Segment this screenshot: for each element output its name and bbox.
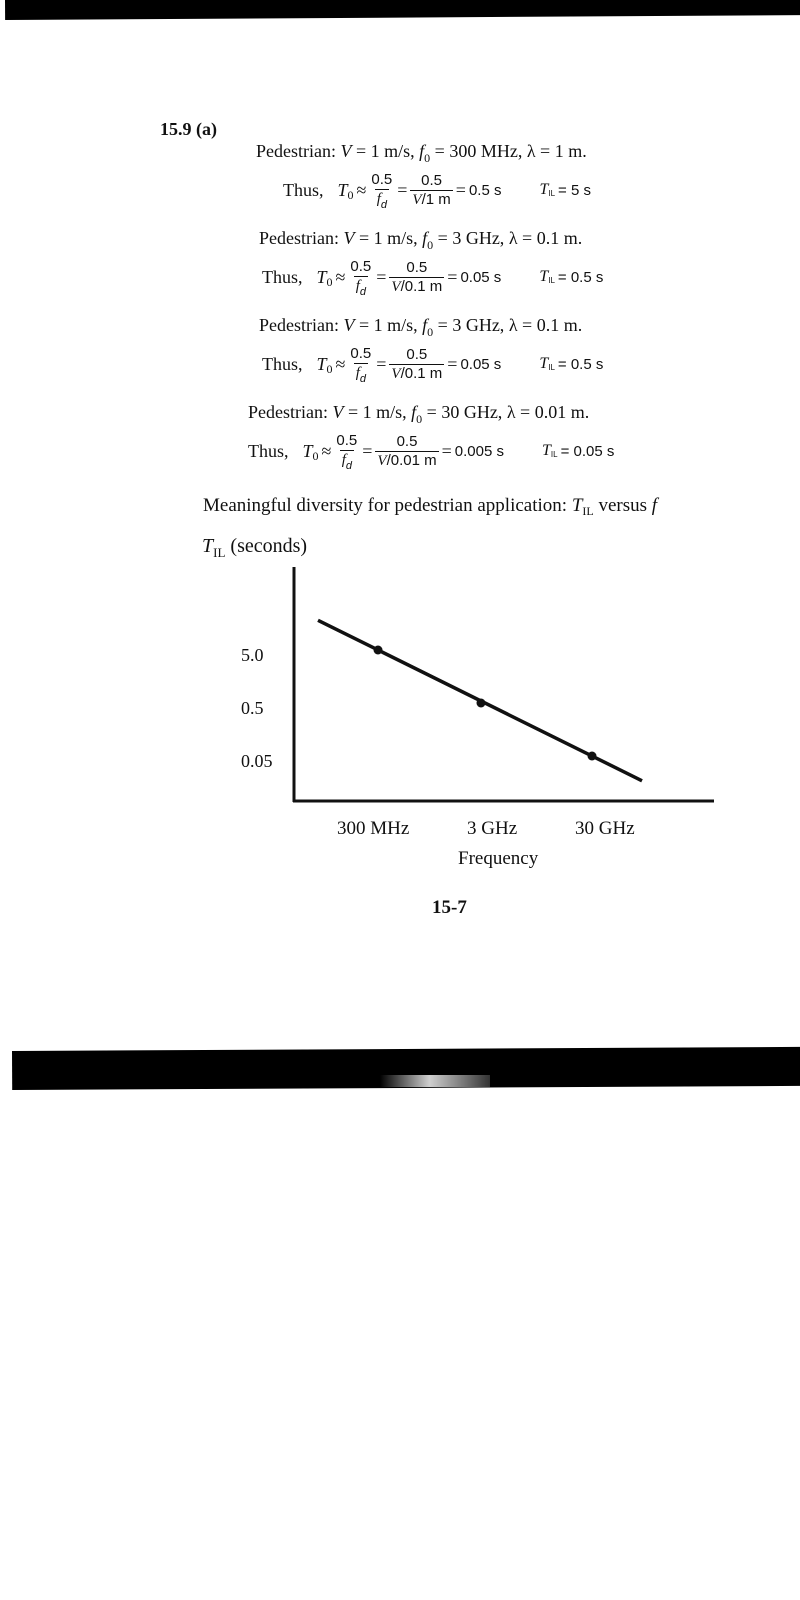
doppler-symbol: f <box>355 278 360 294</box>
carrier-symbol: f <box>411 402 417 422</box>
x-axis-label: Frequency <box>458 848 539 869</box>
equals-sign: = <box>376 266 387 287</box>
velocity-symbol: V <box>412 191 422 208</box>
carrier-subscript: 0 <box>427 238 434 252</box>
y-tick-label: 5.0 <box>241 645 264 665</box>
velocity-symbol: V <box>377 452 387 469</box>
period-result: 0.05 s <box>460 268 502 286</box>
data-point <box>588 752 597 761</box>
period-subscript: 0 <box>312 448 319 463</box>
period-symbol: T <box>316 353 327 374</box>
velocity-value: = 1 m/s, <box>358 315 418 335</box>
caption-til-subscript: IL <box>582 504 594 518</box>
carrier-symbol: f <box>422 315 428 335</box>
x-tick-label: 300 MHz <box>337 818 410 839</box>
wavelength-value: λ = 0.1 m. <box>508 315 583 335</box>
doppler-symbol: f <box>355 365 360 381</box>
carrier-symbol: f <box>422 228 428 248</box>
pedestrian-label: Pedestrian: <box>248 402 328 422</box>
fraction-numerator: 0.5 <box>396 432 418 450</box>
fraction-numerator: 0.5 <box>350 258 372 275</box>
y-axis-symbol: T <box>202 535 214 557</box>
thus-label: Thus, <box>248 440 289 461</box>
velocity-symbol: V <box>391 278 401 295</box>
til-symbol: T <box>539 181 549 198</box>
period-result: 0.05 s <box>460 355 502 373</box>
caption-til-symbol: T <box>571 495 583 516</box>
pedestrian-label: Pedestrian: <box>259 315 339 335</box>
til-symbol: T <box>542 442 551 459</box>
carrier-value: = 300 MHz, <box>434 141 523 161</box>
carrier-value: = 3 GHz, <box>437 228 505 248</box>
fraction-numerator: 0.5 <box>406 345 428 363</box>
doppler-subscript: d <box>359 286 366 298</box>
fraction-numerator: 0.5 <box>406 258 428 276</box>
doppler-symbol: f <box>341 452 346 468</box>
wavelength-term: /0.1 m <box>400 277 443 295</box>
period-symbol: T <box>337 179 348 200</box>
scan-smudge <box>380 1075 490 1087</box>
equals-sign: = <box>362 440 373 461</box>
wavelength-value: λ = 0.01 m. <box>506 402 590 422</box>
velocity-value: = 1 m/s, <box>358 228 418 248</box>
equals-sign: = <box>397 179 408 200</box>
page-number: 15-7 <box>432 897 467 918</box>
velocity-symbol: V <box>343 228 355 248</box>
y-tick-label: 0.5 <box>241 698 264 718</box>
problem-heading: 15.9 (a) <box>160 119 217 139</box>
fraction-numerator: 0.5 <box>421 171 443 189</box>
velocity-symbol: V <box>343 315 355 335</box>
data-point <box>477 699 486 708</box>
wavelength-term: /0.1 m <box>400 364 443 382</box>
period-result: 0.5 s <box>468 181 502 199</box>
velocity-symbol: V <box>340 141 352 161</box>
carrier-subscript: 0 <box>416 412 423 426</box>
til-symbol: T <box>539 355 549 372</box>
thus-label: Thus, <box>262 353 303 374</box>
til-result: = 0.5 s <box>557 268 604 286</box>
equals-sign: = <box>376 353 387 374</box>
til-result: = 0.5 s <box>557 355 604 373</box>
period-subscript: 0 <box>326 361 333 376</box>
period-subscript: 0 <box>347 187 354 202</box>
pedestrian-label: Pedestrian: <box>256 141 336 161</box>
velocity-value: = 1 m/s, <box>355 141 415 161</box>
til-subscript: IL <box>548 188 556 198</box>
y-tick-label: 0.05 <box>241 751 273 771</box>
caption-versus: versus <box>598 495 648 516</box>
til-result: = 5 s <box>558 181 591 199</box>
doppler-symbol: f <box>376 191 381 207</box>
approx-sign: ≈ <box>321 440 332 461</box>
fraction-numerator: 0.5 <box>350 345 372 362</box>
carrier-subscript: 0 <box>424 151 431 165</box>
velocity-symbol: V <box>391 365 401 382</box>
period-subscript: 0 <box>326 274 333 289</box>
doppler-subscript: d <box>380 199 387 211</box>
til-result: = 0.05 s <box>560 442 615 460</box>
carrier-subscript: 0 <box>427 325 434 339</box>
til-subscript: IL <box>548 275 555 285</box>
wavelength-term: /0.01 m <box>386 451 437 469</box>
y-axis-subscript: IL <box>213 545 226 560</box>
wavelength-value: λ = 1 m. <box>526 141 587 161</box>
pedestrian-label: Pedestrian: <box>259 228 339 248</box>
y-axis-unit: (seconds) <box>230 535 308 557</box>
caption-text: Meaningful diversity for pedestrian application: <box>203 495 568 516</box>
fraction-numerator: 0.5 <box>371 171 393 188</box>
til-subscript: IL <box>548 362 555 372</box>
approx-sign: ≈ <box>335 353 346 374</box>
period-result: 0.005 s <box>454 442 504 460</box>
data-point <box>374 646 383 655</box>
caption-f-symbol: f <box>651 495 658 516</box>
approx-sign: ≈ <box>335 266 346 287</box>
carrier-value: = 3 GHz, <box>437 315 505 335</box>
doppler-subscript: d <box>345 460 352 472</box>
x-tick-label: 3 GHz <box>467 818 518 839</box>
thus-label: Thus, <box>283 179 324 200</box>
equals-sign: = <box>441 440 452 461</box>
til-subscript: IL <box>550 449 558 459</box>
thus-label: Thus, <box>262 266 303 287</box>
velocity-value: = 1 m/s, <box>347 402 407 422</box>
carrier-value: = 30 GHz, <box>426 402 503 422</box>
period-symbol: T <box>302 440 313 461</box>
velocity-symbol: V <box>332 402 344 422</box>
period-symbol: T <box>316 266 327 287</box>
approx-sign: ≈ <box>356 179 367 200</box>
equals-sign: = <box>455 179 466 200</box>
equals-sign: = <box>447 353 458 374</box>
equals-sign: = <box>447 266 458 287</box>
carrier-symbol: f <box>419 141 425 161</box>
doppler-subscript: d <box>359 373 366 385</box>
wavelength-term: /1 m <box>421 190 451 208</box>
fraction-numerator: 0.5 <box>336 432 358 449</box>
wavelength-value: λ = 0.1 m. <box>508 228 583 248</box>
x-tick-label: 30 GHz <box>575 818 635 839</box>
til-symbol: T <box>539 268 549 285</box>
